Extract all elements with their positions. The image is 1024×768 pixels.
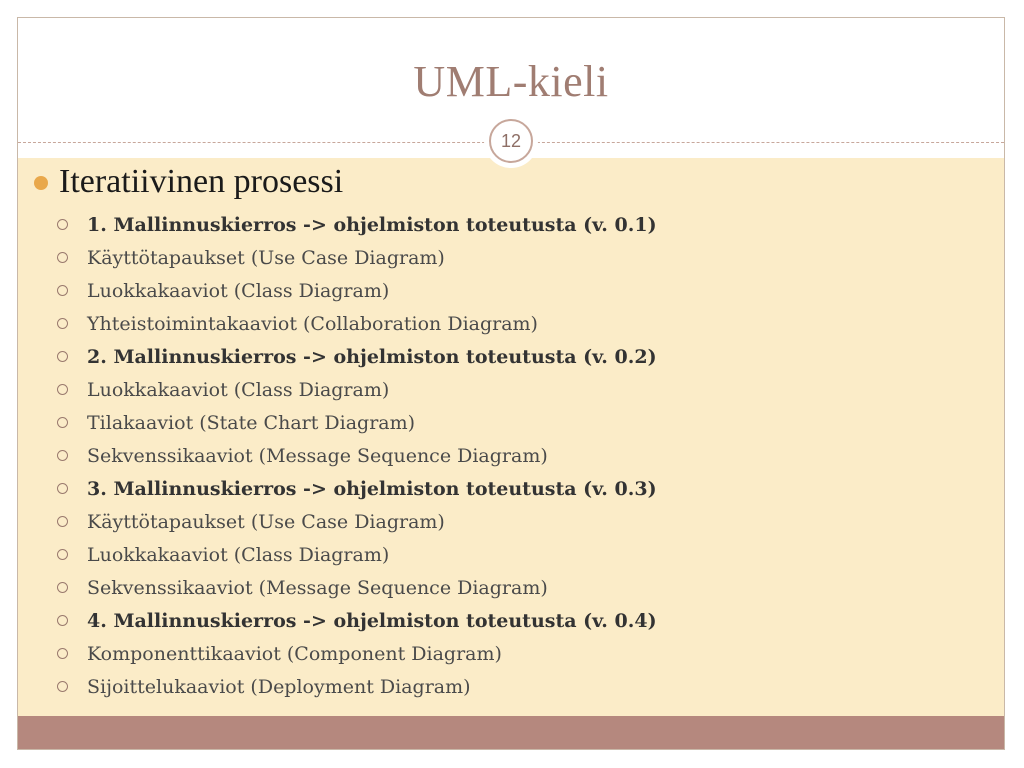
hollow-circle-bullet-icon [57,351,68,362]
hollow-circle-bullet-icon [57,219,68,230]
page-number: 12 [489,119,533,163]
list-item [57,571,657,604]
list-item [57,373,657,406]
main-bullet-text: Iteratiivinen prosessi [59,163,344,200]
hollow-circle-bullet-icon [57,681,68,692]
list-item [57,241,657,274]
hollow-circle-bullet-icon [57,483,68,494]
list-item [57,340,657,373]
list-item-label: 3. Mallinnuskierros -> ohjelmiston toteutusta (v. 0.3) [87,477,657,500]
list-item-label: Käyttötapaukset (Use Case Diagram) [87,510,445,533]
hollow-circle-bullet-icon [57,615,68,626]
list-item [57,307,657,340]
list-item [57,637,657,670]
list-item-label: Luokkakaaviot (Class Diagram) [87,378,390,401]
slide-title: UML-kieli [413,57,609,106]
list-item-label: Yhteistoimintakaaviot (Collaboration Diagram) [87,312,538,335]
list-item [57,604,657,637]
list-item [57,439,657,472]
list-item-label: Käyttötapaukset (Use Case Diagram) [87,246,445,269]
list-item-label: 1. Mallinnuskierros -> ohjelmiston toteutusta (v. 0.1) [87,213,657,236]
list-item [57,538,657,571]
list-item [57,274,657,307]
footer-band [18,716,1004,750]
list-item-label: 2. Mallinnuskierros -> ohjelmiston toteutusta (v. 0.2) [87,345,657,368]
list-item-label: Sijoittelukaaviot (Deployment Diagram) [87,675,471,698]
hollow-circle-bullet-icon [57,549,68,560]
list-item-label: Sekvenssikaaviot (Message Sequence Diagram) [87,444,548,467]
hollow-circle-bullet-icon [57,318,68,329]
hollow-circle-bullet-icon [57,516,68,527]
list-item-label: Tilakaaviot (State Chart Diagram) [87,411,416,434]
list-item-label: Luokkakaaviot (Class Diagram) [87,543,390,566]
sub-bullet-list [57,208,657,703]
hollow-circle-bullet-icon [57,384,68,395]
list-item-label: Sekvenssikaaviot (Message Sequence Diagram) [87,576,548,599]
list-item-label: 4. Mallinnuskierros -> ohjelmiston toteutusta (v. 0.4) [87,609,657,632]
list-item-label: Luokkakaaviot (Class Diagram) [87,279,390,302]
list-item [57,406,657,439]
list-item-label: Komponenttikaaviot (Component Diagram) [87,642,502,665]
hollow-circle-bullet-icon [57,450,68,461]
list-item [57,472,657,505]
list-item [57,208,657,241]
hollow-circle-bullet-icon [57,252,68,263]
list-item [57,670,657,703]
bullet-dot-icon [34,176,48,190]
list-item [57,505,657,538]
hollow-circle-bullet-icon [57,285,68,296]
hollow-circle-bullet-icon [57,648,68,659]
main-bullet [34,163,343,201]
page-number-badge [484,114,538,168]
hollow-circle-bullet-icon [57,582,68,593]
hollow-circle-bullet-icon [57,417,68,428]
